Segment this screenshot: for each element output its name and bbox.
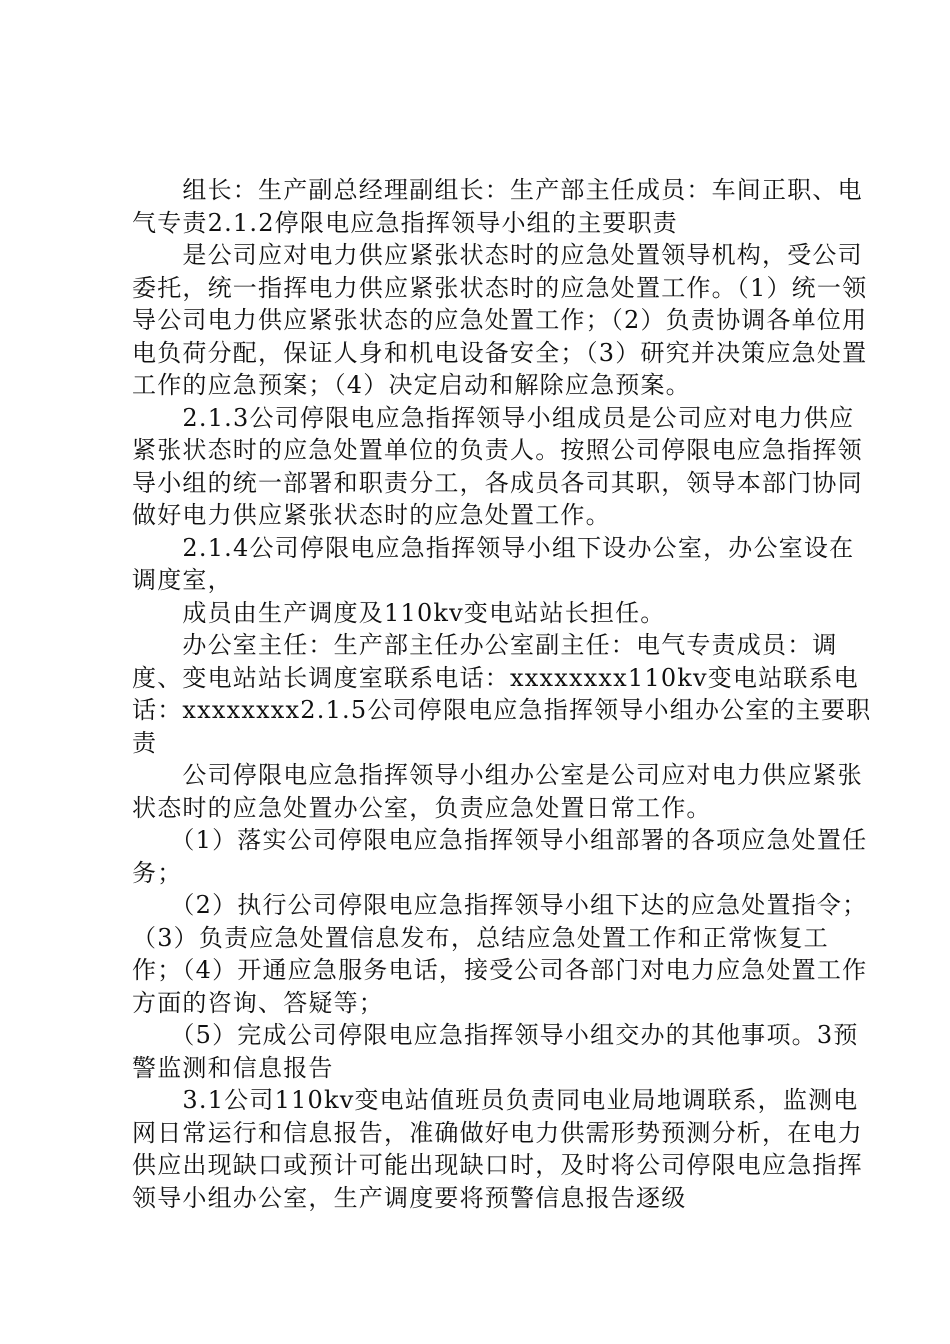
paragraph-duty-5-section-3: （5）完成公司停限电应急指挥领导小组交办的其他事项。3预警监测和信息报告 [132,1021,859,1082]
paragraph-duty-1: （1）落实公司停限电应急指挥领导小组部署的各项应急处置任务； [132,826,868,887]
paragraph-duty-2-4: （2）执行公司停限电应急指挥领导小组下达的应急处置指令；（3）负责应急处置信息发布，总结应急处置工作和正常恢复工作；（4）开通应急服务电话，接受公司各部门对电力应急处置工作方面的咨询、答疑等； [132,891,868,1017]
document-body [132,174,872,1214]
paragraph-2-1-4: 2.1.4公司停限电应急指挥领导小组下设办公室，办公室设在调度室， [132,533,855,594]
paragraph-leadership-duties: 是公司应对电力供应紧张状态时的应急处置领导机构，受公司委托，统一指挥电力供应紧张状态时的应急处置工作。（1）统一领导公司电力供应紧张状态的应急处置工作；（2）负责协调各单位用电负荷分配，保证人身和机电设备安全；（3）研究并决策应急处置工作的应急预案；（4）决定启动和解除应急预案。 [132,241,868,399]
paragraph-leadership-members: 组长：生产副总经理副组长：生产部主任成员：车间正职、电气专责2.1.2停限电应急指挥领导小组的主要职责 [132,176,863,237]
paragraph-3-1: 3.1公司110kv变电站值班员负责同电业局地调联系，监测电网日常运行和信息报告，准确做好电力供需形势预测分析，在电力供应出现缺口或预计可能出现缺口时，及时将公司停限电应急指挥领导小组办公室，生产调度要将预警信息报告逐级 [132,1086,863,1212]
paragraph-office-role: 公司停限电应急指挥领导小组办公室是公司应对电力供应紧张状态时的应急处置办公室，负责应急处置日常工作。 [132,761,863,822]
paragraph-members-office: 成员由生产调度及110kv变电站站长担任。 [132,598,666,627]
paragraph-office-staff: 办公室主任：生产部主任办公室副主任：电气专责成员：调度、变电站站长调度室联系电话：xxxxxxxx110kv变电站联系电话：xxxxxxxx2.1.5公司停限电应急指挥领导小组办公室的主要职责 [132,631,872,757]
paragraph-2-1-3: 2.1.3公司停限电应急指挥领导小组成员是公司应对电力供应紧张状态时的应急处置单位的负责人。按照公司停限电应急指挥领导小组的统一部署和职责分工，各成员各司其职，领导本部门协同做好电力供应紧张状态时的应急处置工作。 [132,403,863,529]
